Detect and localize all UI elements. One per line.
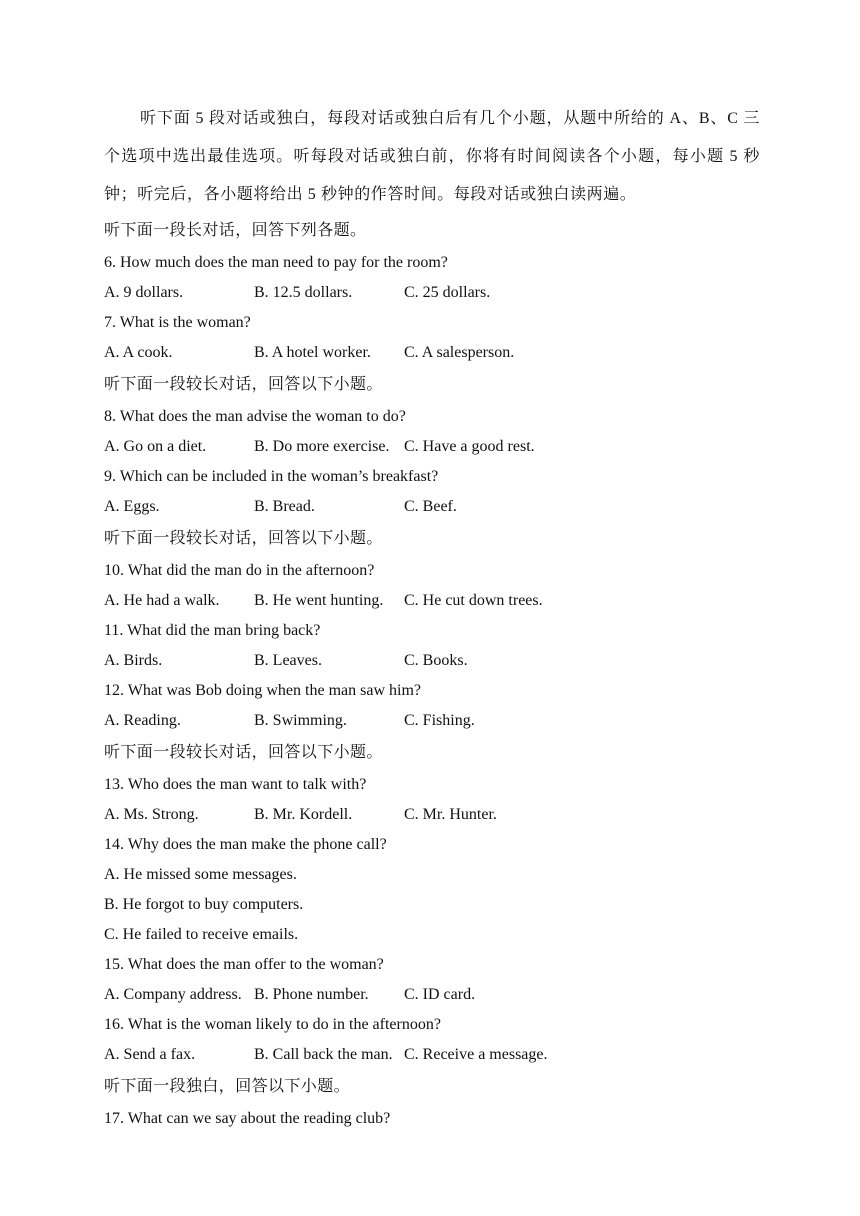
option-c: C. 25 dollars. [404,284,491,301]
option-c: C. Mr. Hunter. [404,806,497,823]
option-a: A. Company address. [104,986,242,1003]
option-c: C. Receive a message. [404,1046,548,1063]
options-12 [104,706,760,736]
option-c: C. He cut down trees. [404,592,543,609]
option-b: B. Swimming. [254,712,347,729]
question-9: 9. Which can be included in the woman’s breakfast? [104,468,439,485]
option-c: C. A salesperson. [404,344,515,361]
question-6: 6. How much does the man need to pay for the room? [104,254,448,271]
option-b: B. Leaves. [254,652,322,669]
options-10 [104,586,760,616]
option-a: A. Send a fax. [104,1046,196,1063]
section-heading: 听下面一段独白，回答以下小题。 [104,1078,351,1095]
question-12: 12. What was Bob doing when the man saw him? [104,682,421,699]
option-a: A. Eggs. [104,498,160,515]
options-7 [104,338,760,368]
option-a: A. A cook. [104,344,173,361]
option-c: C. He failed to receive emails. [104,926,299,943]
options-6 [104,278,760,308]
option-b: B. Phone number. [254,986,369,1003]
option-a: A. 9 dollars. [104,284,184,301]
options-8 [104,432,760,462]
question-14: 14. Why does the man make the phone call? [104,836,387,853]
option-c: C. Beef. [404,498,457,515]
question-7: 7. What is the woman? [104,314,251,331]
option-b: B. Bread. [254,498,315,515]
question-10: 10. What did the man do in the afternoon? [104,562,375,579]
question-15: 15. What does the man offer to the woman? [104,956,384,973]
section-heading: 听下面一段较长对话，回答以下小题。 [104,376,383,393]
question-13: 13. Who does the man want to talk with? [104,776,367,793]
option-c: C. Have a good rest. [404,438,535,455]
option-b: B. Mr. Kordell. [254,806,353,823]
option-a: A. He missed some messages. [104,866,297,883]
option-a: A. Reading. [104,712,181,729]
options-15 [104,980,760,1010]
option-b: B. He went hunting. [254,592,384,609]
option-a: A. Go on a diet. [104,438,207,455]
section-heading: 听下面一段较长对话，回答以下小题。 [104,530,383,547]
option-a: A. Birds. [104,652,163,669]
option-b: B. He forgot to buy computers. [104,896,304,913]
option-c: C. Fishing. [404,712,475,729]
option-b: B. Do more exercise. [254,438,390,455]
option-b: B. A hotel worker. [254,344,371,361]
options-13 [104,800,760,830]
options-16 [104,1040,760,1070]
document-body [104,100,760,1134]
question-17: 17. What can we say about the reading club? [104,1110,391,1127]
option-b: B. 12.5 dollars. [254,284,353,301]
question-16: 16. What is the woman likely to do in the afternoon? [104,1016,441,1033]
question-8: 8. What does the man advise the woman to do? [104,408,406,425]
option-a: A. He had a walk. [104,592,220,609]
option-a: A. Ms. Strong. [104,806,199,823]
option-b: B. Call back the man. [254,1046,393,1063]
options-11 [104,646,760,676]
section-heading: 听下面一段较长对话，回答以下小题。 [104,744,383,761]
option-c: C. ID card. [404,986,476,1003]
option-c: C. Books. [404,652,468,669]
instructions-paragraph: 听下面 5 段对话或独白，每段对话或独白后有几个小题，从题中所给的 A、B、C 三个选项中选出最佳选项。听每段对话或独白前，你将有时间阅读各个小题，每小题 5 秒钟；听完后，各小题将给出 5 秒钟的作答时间。每段对话或独白读两遍。 [104,110,760,203]
question-11: 11. What did the man bring back? [104,622,321,639]
section-heading: 听下面一段长对话，回答下列各题。 [104,222,367,239]
options-9 [104,492,760,522]
